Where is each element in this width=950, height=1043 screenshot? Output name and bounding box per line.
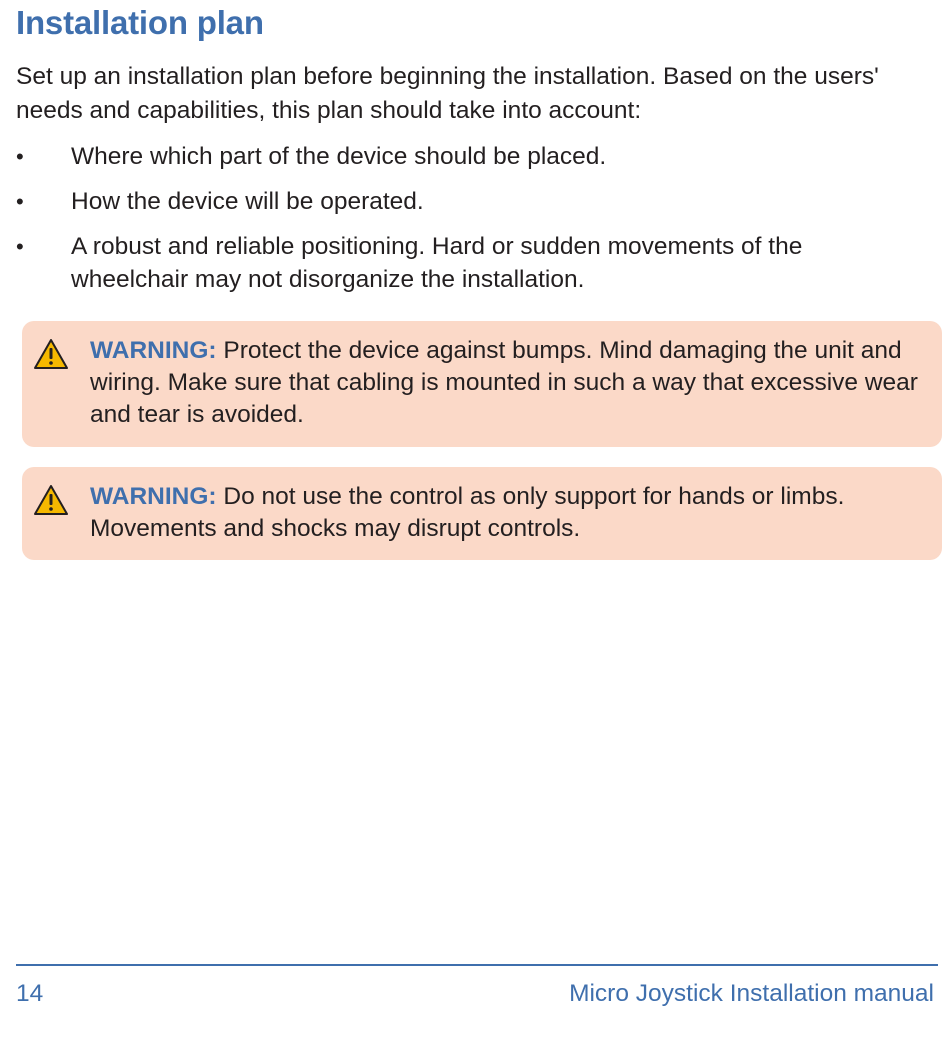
bullet-list bbox=[16, 140, 916, 308]
warning-message: Do not use the control as only support for hands or limbs. Movements and shocks may disrupt controls. bbox=[90, 483, 845, 542]
page-title: Installation plan bbox=[16, 4, 264, 41]
page-number: 14 bbox=[16, 980, 44, 1007]
warning-text bbox=[90, 481, 930, 545]
list-item bbox=[16, 230, 916, 296]
warning-box bbox=[22, 467, 942, 560]
bullet-dot: • bbox=[16, 234, 24, 259]
manual-title: Micro Joystick Installation manual bbox=[569, 980, 934, 1007]
warning-label: WARNING: bbox=[90, 337, 217, 364]
warning-label: WARNING: bbox=[90, 483, 217, 510]
intro-paragraph: Set up an installation plan before beginning the installation. Based on the users' needs and capabilities, this plan should take into account: bbox=[16, 63, 879, 124]
warning-triangle-icon bbox=[33, 338, 69, 370]
warning-triangle-icon bbox=[33, 484, 69, 516]
bullet-dot: • bbox=[16, 189, 24, 214]
warning-box bbox=[22, 321, 942, 447]
list-item bbox=[16, 140, 916, 173]
bullet-dot: • bbox=[16, 144, 24, 169]
warning-text bbox=[90, 335, 930, 431]
list-item-text: A robust and reliable positioning. Hard or sudden movements of the wheelchair may not disorganize the installation. bbox=[71, 233, 803, 293]
list-item-text: Where which part of the device should be placed. bbox=[71, 143, 607, 170]
list-item-text: How the device will be operated. bbox=[71, 188, 424, 215]
footer-divider bbox=[16, 964, 938, 966]
list-item bbox=[16, 185, 916, 218]
warning-message: Protect the device against bumps. Mind damaging the unit and wiring. Make sure that cabling is mounted in such a way that excessive wear and tear is avoided. bbox=[90, 337, 918, 428]
